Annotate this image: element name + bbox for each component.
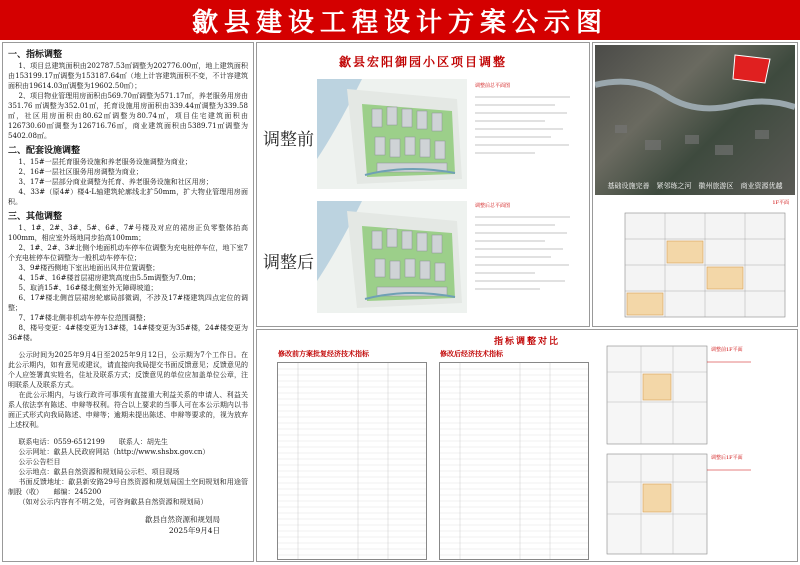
other-item-1: 1、1#、2#、3#、5#、6#、7#号楼及对应的裙房正负零整体抬高100mm，相应室外场地同步抬高100mm； — [8, 224, 248, 242]
location-caption: 基础设施完善 紧邻练之河 徽州旅游区 商业资源优越 — [607, 182, 783, 190]
issue-date: 2025年9月4日 — [168, 526, 220, 535]
other-item-5: 5、取消15#、16#楼北侧室外无障碍坡道； — [18, 284, 158, 292]
location-aerial-photo — [595, 45, 795, 195]
indicator-comparison-panel — [256, 329, 798, 562]
before-label: 调整前 — [263, 130, 314, 150]
side-note-after: 调整后1F平面 — [711, 455, 743, 461]
floor-plan-comparison — [601, 342, 795, 558]
before-legend — [475, 83, 583, 181]
notice-period: 公示时间为2025年9月4日至2025年9月12日，公示期为7个工作日。在此公示期内，如有意见或建议，请直接向我局提交书面反馈意见；反馈意见的个人应签署真实姓名，住址及联系方式；反馈意见的单位应加盖单位公章，注明联系人及联系方式。 — [8, 351, 248, 389]
other-item-8: 8、楼号变更：4#楼变更为13#楼，14#楼变更为35#楼，24#楼变更为36#楼。 — [8, 324, 248, 342]
page-title: 歙县建设工程设计方案公示图 — [191, 7, 608, 38]
side-note-before: 调整前1F平面 — [711, 347, 743, 353]
consult-note: （如对公示内容有不明之处，可咨询歙县自然资源和规划局） — [18, 498, 208, 506]
other-item-2: 2、1#、2#、3#北侧个地面机动车停车位调整为充电桩停车位，地下室7个充电桩停车位调整为一般机动车停车位； — [8, 244, 248, 262]
table-after — [439, 350, 589, 560]
page-header — [0, 0, 800, 40]
before-site-plan-image — [317, 79, 467, 189]
contact-phone: 联系电话：0559-6512199 联系人：胡先生 — [18, 438, 168, 446]
section-other-title: 三、其他调整 — [8, 212, 63, 222]
issuing-agency: 歙县自然资源和规划局 — [145, 515, 220, 524]
indicator-item-1: 1、项目总建筑面积由202787.53㎡调整为202776.00㎡，地上建筑面积由153199.17㎡调整为153187.64㎡（地上计容建筑面积不变，不计容建筑面积由19614.03㎡调整为19602.50㎡）； — [8, 62, 248, 90]
comparison-title: 指标调整对比 — [493, 337, 560, 347]
project-title: 歙县宏阳御园小区项目调整 — [338, 55, 507, 69]
before-legend-title: 调整前总平面图 — [475, 83, 511, 89]
facility-item-4: 4、33#（原4#）楼4-L轴建筑轮廓线北扩50mm，扩大物业管理用房面积。 — [8, 188, 248, 206]
facility-item-2: 2、16#一层社区服务用房调整为商业； — [18, 168, 143, 176]
location-panel — [592, 42, 798, 327]
indicator-item-2: 2、项目物业管理用房面积由569.70㎡调整为571.17㎡，养老服务用房由351.76 ㎡调整为352.01㎡，托育设施用房面积由339.44㎡调整为339.58㎡，社区用房面积由80.62㎡调整为80.74㎡，项目住宅建筑面积由126730.60㎡调整为126716.76㎡，商业建筑面积由5389.71㎡调整为5402.08㎡。 — [8, 92, 248, 140]
notice-column: 公示公告栏目 — [18, 458, 61, 466]
table-after-title: 修改后经济技术指标 — [440, 350, 503, 358]
after-legend — [475, 203, 583, 311]
facility-item-3: 3、17#一层部分商业调整为托育、养老服务设施和社区用房； — [18, 178, 213, 186]
other-item-4: 4、15#、16#楼首层裙房建筑高度由5.5m调整为7.0m； — [18, 274, 201, 282]
section-facility-title: 二、配套设施调整 — [8, 146, 81, 156]
notice-text-panel — [2, 42, 254, 562]
notice-website: 公示网址：歙县人民政府网站（http://www.shsbx.gov.cn） — [18, 448, 210, 456]
feedback-address: 书面反馈地址：歙县新安路29号自然资源和规划局国土空间规划和用途管制股（收） 邮编：245200 — [8, 478, 248, 496]
after-site-plan-image — [317, 201, 467, 313]
after-label: 调整后 — [263, 253, 314, 273]
facility-item-1: 1、15#一层托育服务设施和养老服务设施调整为商业； — [18, 158, 192, 166]
table-before — [277, 350, 427, 560]
floor-plan-image — [595, 199, 795, 325]
other-item-3: 3、9#楼西侧地下室出地面出风井位置调整； — [18, 264, 160, 272]
notice-rights: 在此公示期内，与该行政许可事项有直接重大利益关系的申请人、利益关系人依法享有陈述、申辩等权利。符合以上要求的当事人可在本公示期内以书面正式形式向我局陈述、申辩等；逾期未提出陈述、申辩等要求的，视为放弃上述权利。 — [8, 391, 248, 429]
other-item-6: 6、17#楼北侧首层裙房轮廓局部微调，不涉及17#楼建筑四点定位的调整； — [8, 294, 248, 312]
section-indicator-title: 一、指标调整 — [8, 50, 63, 60]
table-before-title: 修改前方案批复经济技术指标 — [278, 350, 369, 358]
other-item-7: 7、17#楼北侧非机动车停车位范围调整； — [18, 314, 150, 322]
notice-location: 公示地点：歙县自然资源和规划局公示栏、项目现场 — [18, 468, 180, 476]
floor-plan-label: 1F平面 — [772, 200, 789, 206]
after-legend-title: 调整后总平面图 — [475, 203, 511, 209]
site-plan-panel — [256, 42, 590, 327]
